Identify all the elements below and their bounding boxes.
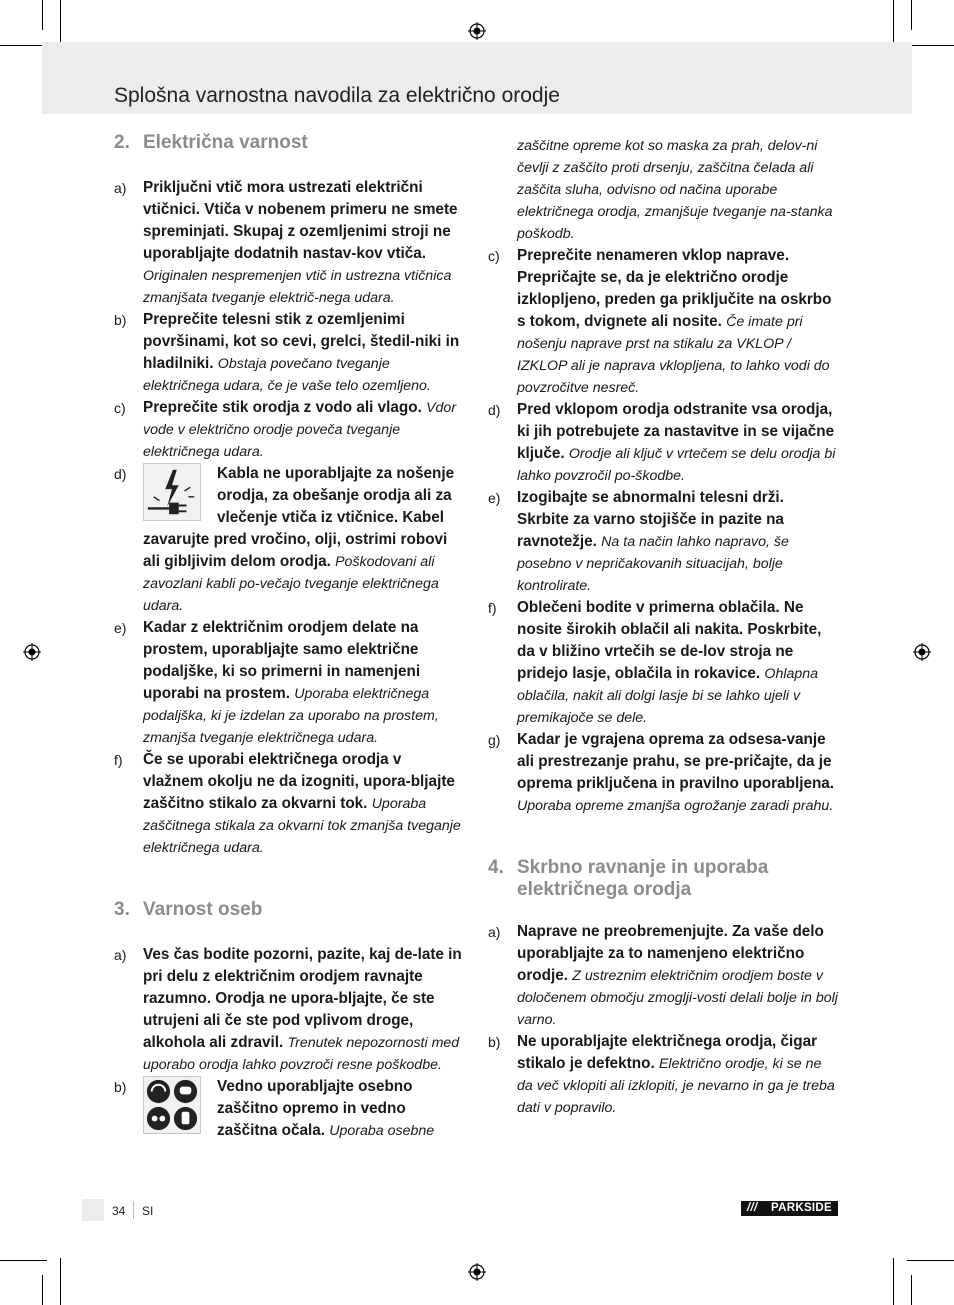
item-label: b) <box>114 1079 127 1095</box>
item-explanation: Z ustreznim električnim orodjem boste v določenem območju zmoglji-vosti delali bolje in bolj varno. <box>517 968 838 1028</box>
list-item <box>114 309 466 397</box>
protective-equipment-icon <box>143 1076 201 1134</box>
right-column <box>488 130 838 1119</box>
item-instruction: Pred vklopom orodja odstranite vsa orodja, ki jih potrebujete za nastavitve in se vijačne ključe. <box>517 401 835 462</box>
item-explanation: Orodje ali ključ v vrtečem se delu orodja bi lahko povzročil po-škodbe. <box>517 446 836 484</box>
section-heading-3 <box>114 899 466 921</box>
item-instruction: Kabla ne uporabljajte za nošenje orodja, za obešanje orodja ali za vlečenje vtiča iz vtičnice. Kabel zavarujte pred vročino, olji, ostrimi robovi ali gibljivim delom orodja. <box>143 465 455 570</box>
item-instruction: Ne uporabljajte električnega orodja, čigar stikalo je defektno. <box>517 1033 818 1072</box>
section-title: Električna varnost <box>143 132 308 153</box>
item-instruction: Vedno uporabljajte osebno zaščitno opremo in vedno zaščitna očala. <box>217 1078 413 1139</box>
item-label: a) <box>114 947 127 963</box>
item-instruction: Če se uporabi električnega orodja v vlažnem okolju ne da izogniti, upora-bljajte zaščitno stikalo za okvarni tok. <box>143 751 455 812</box>
crop-mark <box>911 0 912 30</box>
list-item <box>114 944 466 1076</box>
footer-square <box>82 1199 104 1221</box>
list-item <box>488 597 838 729</box>
item-instruction: Kadar je vgrajena oprema za odsesa-vanje ali prestrezanje prahu, se pre-pričajte, da je oprema priključena in pravilno uporabljena. <box>517 731 835 792</box>
list-item <box>114 617 466 749</box>
brand-logo <box>741 1201 838 1216</box>
section-number: 3. <box>114 899 130 920</box>
left-column <box>114 130 466 1142</box>
item-explanation: Ohlapna oblačila, nakit ali dolgi lasje bi se lahko ujeli v premikajoče se dele. <box>517 666 819 726</box>
crop-mark <box>60 1258 61 1305</box>
item-explanation: Če imate pri nošenju naprave prst na stikalu za VKLOP / IZKLOP ali je naprava vklopljena, to lahko vodi do povzročitve nesreč. <box>517 314 830 396</box>
item-label: b) <box>114 312 127 328</box>
item-label: c) <box>114 400 126 416</box>
item-label: f) <box>114 752 123 768</box>
registration-mark-icon <box>23 643 41 661</box>
item-explanation: Na ta način lahko napravo, še posebno v nepričakovanih situacijah, bolje kontrolirate. <box>517 534 789 594</box>
item-instruction: Preprečite stik orodja z vodo ali vlago. <box>143 399 422 416</box>
item-label: e) <box>488 490 501 506</box>
crop-mark <box>893 1258 894 1305</box>
section-heading-2 <box>114 132 466 154</box>
list-item <box>114 463 466 617</box>
item-instruction: Oblečeni bodite v primerna oblačila. Ne nosite širokih oblačil ali nakita. Poskrbite, da v bližino vrtečih se de-lov stroja ne pridejo lasje, oblačila in rokavice. <box>517 599 822 682</box>
brand-name: PARKSIDE <box>771 1202 832 1214</box>
item-label: d) <box>488 402 501 418</box>
list-item <box>488 921 838 1031</box>
item-explanation: Uporaba osebne <box>329 1123 435 1139</box>
electric-shock-cable-icon <box>143 463 201 521</box>
item-label: f) <box>488 600 497 616</box>
section-title: Skrbno ravnanje in uporaba električnega orodja <box>517 857 769 900</box>
registration-mark-icon <box>468 1263 486 1281</box>
section-number: 2. <box>114 132 130 153</box>
item-label: a) <box>114 180 127 196</box>
item-explanation: Trenutek nepozornosti med uporabo orodja lahko povzroči resne poškodbe. <box>143 1035 460 1073</box>
footer-divider <box>133 1201 134 1219</box>
item-label: e) <box>114 620 127 636</box>
section-number: 4. <box>488 857 504 878</box>
crop-mark <box>42 0 43 30</box>
registration-mark-icon <box>468 22 486 40</box>
item-label: g) <box>488 732 501 748</box>
item-instruction: Kadar z električnim orodjem delate na prostem, uporabljajte samo električne podaljške, ki so primerni in namenjeni uporabi na prostem. <box>143 619 421 702</box>
page-title: Splošna varnostna navodila za električno orodje <box>114 84 560 107</box>
item-explanation: Poškodovani ali zavozlani kabli po-večajo tveganje električnega udara. <box>143 554 439 614</box>
item-explanation: Originalen nespremenjen vtič in ustrezna vtičnica zmanjšata tveganje električ-nega udara. <box>143 268 452 306</box>
item-label: c) <box>488 248 500 264</box>
item-instruction: Naprave ne preobremenjujte. Za vaše delo uporabljajte za to namenjeno električno orodje. <box>517 923 824 984</box>
crop-mark <box>42 1275 43 1305</box>
section-title: Varnost oseb <box>143 899 263 920</box>
crop-mark <box>907 45 954 46</box>
list-item <box>114 749 466 859</box>
list-item <box>488 729 838 817</box>
list-item <box>114 1076 466 1142</box>
crop-mark <box>907 1260 954 1261</box>
registration-mark-icon <box>913 643 931 661</box>
item-instruction: Priključni vtič mora ustrezati električni vtičnici. Vtiča v nobenem primeru ne smete spreminjati. Skupaj z ozemljenimi stroji ne uporabljajte dodatnih nastav-kov vtiča. <box>143 179 458 262</box>
item-label: a) <box>488 924 501 940</box>
crop-mark <box>911 1275 912 1305</box>
item-explanation: Uporaba električnega podaljška, ki je izdelan za uporabo na prostem, zmanjša tveganje električnega udara. <box>143 686 439 746</box>
item-instruction: Preprečite nenameren vklop naprave. Prepričajte se, da je električno orodje izklopljeno, preden ga priključite na oskrbo s tokom, dvignete ali nosite. <box>517 247 832 330</box>
item-explanation: Uporaba zaščitnega stikala za okvarni tok zmanjša tveganje električnega udara. <box>143 796 461 856</box>
crop-mark <box>0 45 47 46</box>
item-explanation: Vdor vode v električno orodje poveča tveganje električnega udara. <box>143 400 457 460</box>
item-explanation: Električno orodje, ki se ne da več vklopiti ali izklopiti, je nevarno in ga je treba dati v popravilo. <box>517 1056 835 1116</box>
list-item <box>488 245 838 399</box>
page-number: 34 <box>112 1204 126 1218</box>
list-item <box>488 399 838 487</box>
crop-mark <box>0 1260 47 1261</box>
item-explanation: Obstaja povečano tveganje električnega udara, če je vaše telo ozemljeno. <box>143 356 431 394</box>
brand-mark: /// <box>747 1202 758 1214</box>
item-label: d) <box>114 466 127 482</box>
crop-mark <box>893 0 894 47</box>
section-heading-4 <box>488 857 838 901</box>
crop-mark <box>60 0 61 47</box>
list-item-continued <box>488 135 838 245</box>
list-item <box>488 487 838 597</box>
item-label: b) <box>488 1034 501 1050</box>
item-instruction: Preprečite telesni stik z ozemljenimi površinami, kot so cevi, grelci, štedil-niki in hladilniki. <box>143 311 460 372</box>
list-item <box>114 177 466 309</box>
item-explanation: zaščitne opreme kot so maska za prah, delov-ni čevlji z zaščito proti drsenju, zaščitna čelada ali zaščita sluha, odvisno od načina uporabe električnega orodja, zmanjšuje tveganje na-stanka poškodb. <box>517 138 833 242</box>
language-code: SI <box>142 1204 154 1218</box>
list-item <box>488 1031 838 1119</box>
list-item <box>114 397 466 463</box>
item-instruction: Ves čas bodite pozorni, pazite, kaj de-late in pri delu z električnim orodjem ravnajte razumno. Orodja ne upora-bljajte, če ste utrujeni ali če ste pod vplivom droge, alkohola ali zdravil. <box>143 946 462 1051</box>
item-instruction: Izogibajte se abnormalni telesni drži. Skrbite za varno stojišče in pazite na ravnotežje. <box>517 489 784 550</box>
item-explanation: Uporaba opreme zmanjša ogrožanje zaradi prahu. <box>517 798 834 814</box>
